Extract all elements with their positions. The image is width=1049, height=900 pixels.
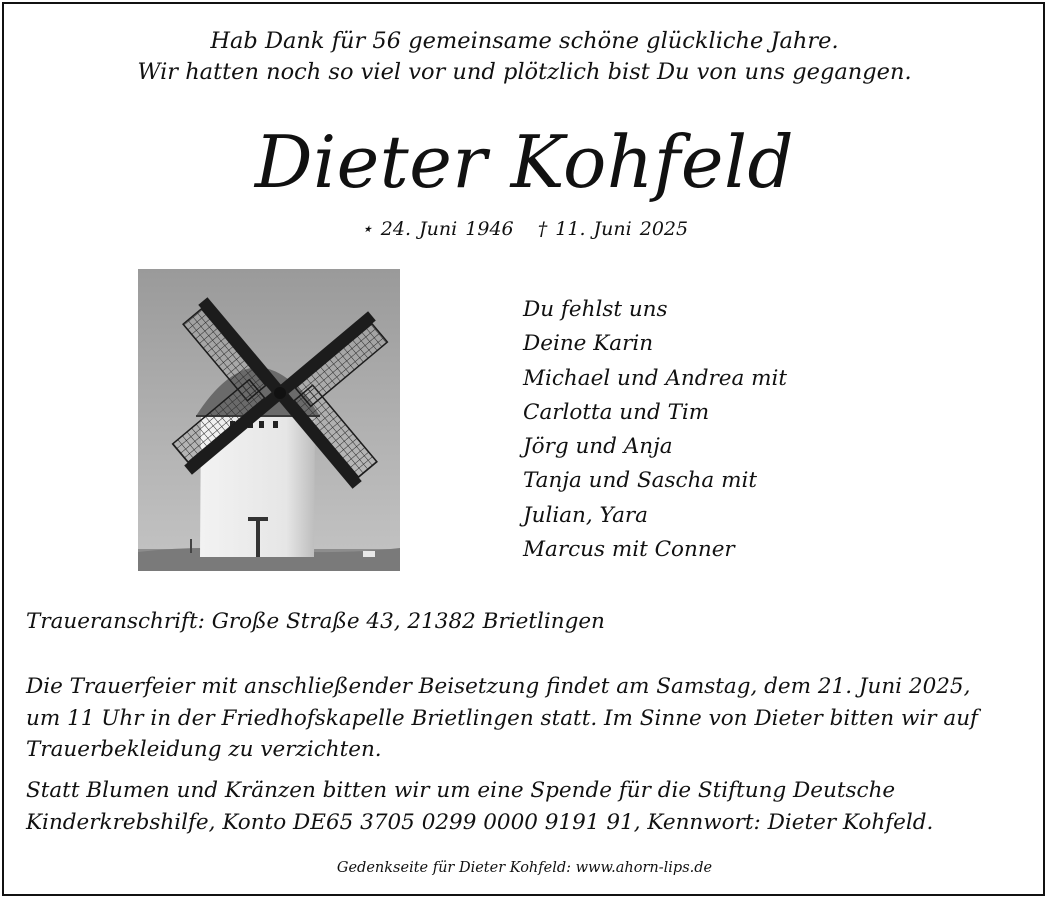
intro-text: [0, 26, 1049, 88]
donation-line: Kinderkrebshilfe, Konto DE65 3705 0299 0000 9191 91, Kennwort: Dieter Kohfeld.: [26, 809, 934, 835]
mourner-line: Tanja und Sascha mit: [523, 468, 757, 494]
mourner-line: Michael und Andrea mit: [523, 365, 788, 391]
memorial-page-link: Gedenkseite für Dieter Kohfeld: www.ahorn-lips.de: [336, 860, 713, 876]
mourning-address: Traueranschrift: Große Straße 43, 21382 Brietlingen: [26, 609, 605, 634]
mourner-line: Carlotta und Tim: [523, 399, 710, 425]
ceremony-paragraph: [26, 671, 1026, 766]
ceremony-line: Die Trauerfeier mit anschließender Beisetzung findet am Samstag, dem 21. Juni 2025,: [26, 674, 971, 699]
deceased-name: Dieter Kohfeld: [254, 120, 795, 204]
mourner-line: Du fehlst uns: [523, 297, 668, 322]
intro-line: Hab Dank für 56 gemeinsame schöne glückliche Jahre.: [210, 28, 839, 54]
birth-date: ⋆ 24. Juni 1946: [360, 218, 514, 240]
ceremony-line: um 11 Uhr in der Friedhofskapelle Brietlingen statt. Im Sinne von Dieter bitten wir auf: [26, 705, 978, 731]
intro-line: Wir hatten noch so viel vor und plötzlich bist Du von uns gegangen.: [137, 59, 912, 85]
ceremony-line: Trauerbekleidung zu verzichten.: [26, 737, 382, 762]
mourners-list: [523, 293, 787, 567]
death-date: † 11. Juni 2025: [537, 218, 689, 240]
donation-paragraph: [26, 775, 1026, 838]
mourner-line: Julian, Yara: [523, 502, 648, 528]
mourner-line: Marcus mit Conner: [523, 537, 735, 563]
donation-line: Statt Blumen und Kränzen bitten wir um eine Spende für die Stiftung Deutsche: [26, 778, 896, 803]
life-dates: [0, 216, 1049, 242]
mourner-line: Jörg und Anja: [523, 434, 673, 460]
windmill-photo: [138, 269, 400, 571]
mourner-line: Deine Karin: [523, 331, 654, 357]
